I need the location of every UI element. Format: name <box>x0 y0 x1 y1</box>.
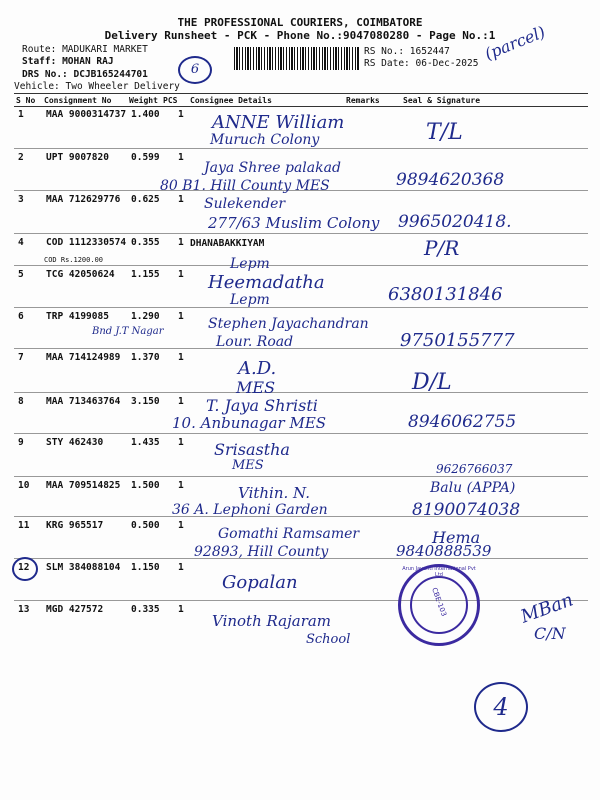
row-divider <box>14 265 588 266</box>
runsheet-subtitle: Delivery Runsheet - PCK - Phone No.:9047080280 - Page No.:1 <box>104 29 496 42</box>
r5-phone: 6380131846 <box>388 284 503 305</box>
row-pcs: 1 <box>178 194 184 205</box>
company-title: THE PROFESSIONAL COURIERS, COIMBATORE <box>177 16 423 29</box>
staff-line <box>22 56 114 67</box>
row-pcs: 1 <box>178 237 184 248</box>
r11-name: Gomathi Ramsamer <box>218 526 360 542</box>
row-sno: 4 <box>18 237 24 248</box>
row-sno: 3 <box>18 194 24 205</box>
r10-name: Vithin. N. <box>238 484 310 502</box>
page-count-circled: 4 <box>474 682 528 732</box>
r1-addr: Muruch Colony <box>210 132 320 148</box>
row-sno: 1 <box>18 109 24 120</box>
vehicle-value: Two Wheeler Delivery <box>65 81 180 92</box>
row-divider <box>14 307 588 308</box>
row-consignment: TRP 4199085 <box>46 311 109 322</box>
r8-phone: 8946062755 <box>408 412 517 432</box>
r10-addr: 36 A. Lephoni Garden <box>172 502 328 518</box>
stamp-center: CBE-103 <box>430 586 448 618</box>
r11-addr: 92893, Hill County <box>194 544 329 560</box>
col-pcs: PCS <box>163 96 178 105</box>
row-consignment: MGD 427572 <box>46 604 104 615</box>
row-divider <box>14 392 588 393</box>
header-rule-bottom <box>14 106 588 107</box>
r6-prefix: Bnd J.T Nagar <box>92 326 164 337</box>
row-weight: 0.355 <box>131 237 160 248</box>
col-seal: Seal & Signature <box>403 96 481 105</box>
row-pcs: 1 <box>178 520 184 531</box>
row-pcs: 1 <box>178 152 184 163</box>
header-rule-top <box>14 93 588 94</box>
col-consignee: Consignee Details <box>190 96 272 105</box>
r13-addr: School <box>306 632 351 647</box>
r12-name: Gopalan <box>222 572 298 593</box>
r3-phone: 9965020418. <box>398 212 512 232</box>
r5-addr: Lepm <box>230 292 270 308</box>
r11-sig: Hema <box>432 528 481 547</box>
row-consignment: MAA 709514825 <box>46 480 121 491</box>
row-sno: 7 <box>18 352 24 363</box>
r8-addr: 10. Anbunagar MES <box>172 414 327 432</box>
route-line <box>22 44 148 55</box>
row-weight: 1.370 <box>131 352 160 363</box>
staff-label: Staff: <box>22 56 57 67</box>
r10-sig: Balu (APPA) <box>430 480 516 496</box>
r9-addr: MES <box>232 458 264 473</box>
staff-value: MOHAN RAJ <box>62 56 114 67</box>
row-weight: 0.335 <box>131 604 160 615</box>
row-pcs: 1 <box>178 269 184 280</box>
row-weight: 1.500 <box>131 480 160 491</box>
row-sno: 2 <box>18 152 24 163</box>
r2-phone: 9894620368 <box>396 170 505 190</box>
route-value: MADUKARI MARKET <box>62 44 148 55</box>
r13-sig: MBan <box>518 589 576 628</box>
drs-line <box>22 69 148 80</box>
col-remarks: Remarks <box>346 96 380 105</box>
vehicle-label: Vehicle: <box>14 81 60 92</box>
r13-name: Vinoth Rajaram <box>212 612 332 630</box>
row-consignment: MAA 713463764 <box>46 396 121 407</box>
r2-addr: 80 B1. Hill County MES <box>160 178 330 194</box>
r5-name: Heemadatha <box>208 272 325 293</box>
row-sno: 6 <box>18 311 24 322</box>
row-sno: 5 <box>18 269 24 280</box>
r2-name: Jaya Shree palakad <box>204 160 341 176</box>
rs-no-value: 1652447 <box>409 46 450 57</box>
col-weight: Weight <box>129 96 158 105</box>
row-consignment: UPT 9007820 <box>46 152 109 163</box>
row-pcs: 1 <box>178 437 184 448</box>
vehicle-line <box>14 81 180 92</box>
row-consignment: MAA 712629776 <box>46 194 121 205</box>
row-sno: 8 <box>18 396 24 407</box>
rs-no-label: RS No.: <box>364 46 405 57</box>
drs-label: DRS No.: <box>22 69 68 80</box>
row-divider <box>14 600 588 601</box>
circled-row-12 <box>12 557 38 581</box>
r6-name: Stephen Jayachandran <box>208 316 369 332</box>
r6-phone: 9750155777 <box>400 330 515 351</box>
row-weight: 1.155 <box>131 269 160 280</box>
row-weight: 1.435 <box>131 437 160 448</box>
r3-name: Sulekender <box>204 196 286 212</box>
r1-sig: T/L <box>426 120 463 145</box>
row-divider <box>14 148 588 149</box>
row-pcs: 1 <box>178 396 184 407</box>
row-consignment: TCG 42050624 <box>46 269 115 280</box>
row-pcs: 1 <box>178 109 184 120</box>
row-consignment: SLM 384088104 <box>46 562 121 573</box>
r1-name: ANNE William <box>212 112 345 133</box>
stamp-text: Arun Jayanti International Pvt Ltd <box>402 566 476 578</box>
r4-sig: P/R <box>424 236 460 260</box>
r6-addr: Lour. Road <box>216 334 294 350</box>
col-sno: S No <box>16 96 36 105</box>
row-consignment: MAA 9000314737 <box>46 109 127 120</box>
row-weight: 0.500 <box>131 520 160 531</box>
row-consignment: KRG 965517 <box>46 520 104 531</box>
row-divider <box>14 476 588 477</box>
row-weight: 1.150 <box>131 562 160 573</box>
row-weight: 3.150 <box>131 396 160 407</box>
row-divider <box>14 433 588 434</box>
row4-consignee: DHANABAKKIYAM <box>190 238 265 249</box>
row-weight: 1.400 <box>131 109 160 120</box>
row-pcs: 1 <box>178 604 184 615</box>
r4-consignee-hand: Lepm <box>230 256 270 272</box>
r13-cn: C/N <box>534 624 566 643</box>
row-sno: 12 <box>18 562 30 573</box>
barcode <box>234 47 360 70</box>
rs-date-value: 06-Dec-2025 <box>415 58 479 69</box>
row-pcs: 1 <box>178 562 184 573</box>
rs-date-label: RS Date: <box>364 58 410 69</box>
col-consignment: Consignment No <box>44 96 112 105</box>
route-label: Route: <box>22 44 57 55</box>
rs-date-line <box>364 58 478 69</box>
r11-phone: 9840888539 <box>396 542 492 560</box>
r9-phone: 9626766037 <box>436 462 513 476</box>
row-sno: 10 <box>18 480 30 491</box>
r7-addr: MES <box>236 378 276 397</box>
row-consignment: MAA 714124989 <box>46 352 121 363</box>
row-pcs: 1 <box>178 480 184 491</box>
r7-sig: D/L <box>412 370 452 395</box>
row-weight: 0.599 <box>131 152 160 163</box>
row-sno: 13 <box>18 604 30 615</box>
r3-addr: 277/63 Muslim Colony <box>208 214 380 232</box>
rs-no-line <box>364 46 450 57</box>
row4-cod: COD Rs.1200.00 <box>44 256 104 264</box>
drs-value: DCJB165244701 <box>73 69 148 80</box>
parcel-note: (parcel) <box>482 22 548 64</box>
row-consignment: STY 462430 <box>46 437 104 448</box>
row-weight: 1.290 <box>131 311 160 322</box>
row-sno: 11 <box>18 520 30 531</box>
r7-name: A.D. <box>238 358 277 379</box>
row-weight: 0.625 <box>131 194 160 205</box>
row-pcs: 1 <box>178 311 184 322</box>
row-divider <box>14 233 588 234</box>
row-sno: 9 <box>18 437 24 448</box>
row-consignment: COD 1112330574 <box>46 237 127 248</box>
row-pcs: 1 <box>178 352 184 363</box>
circled-six: 6 <box>178 56 212 84</box>
r9-name: Srisastha <box>214 440 290 459</box>
r10-phone: 8190074038 <box>412 500 521 520</box>
r8-name: T. Jaya Shristi <box>206 396 318 415</box>
